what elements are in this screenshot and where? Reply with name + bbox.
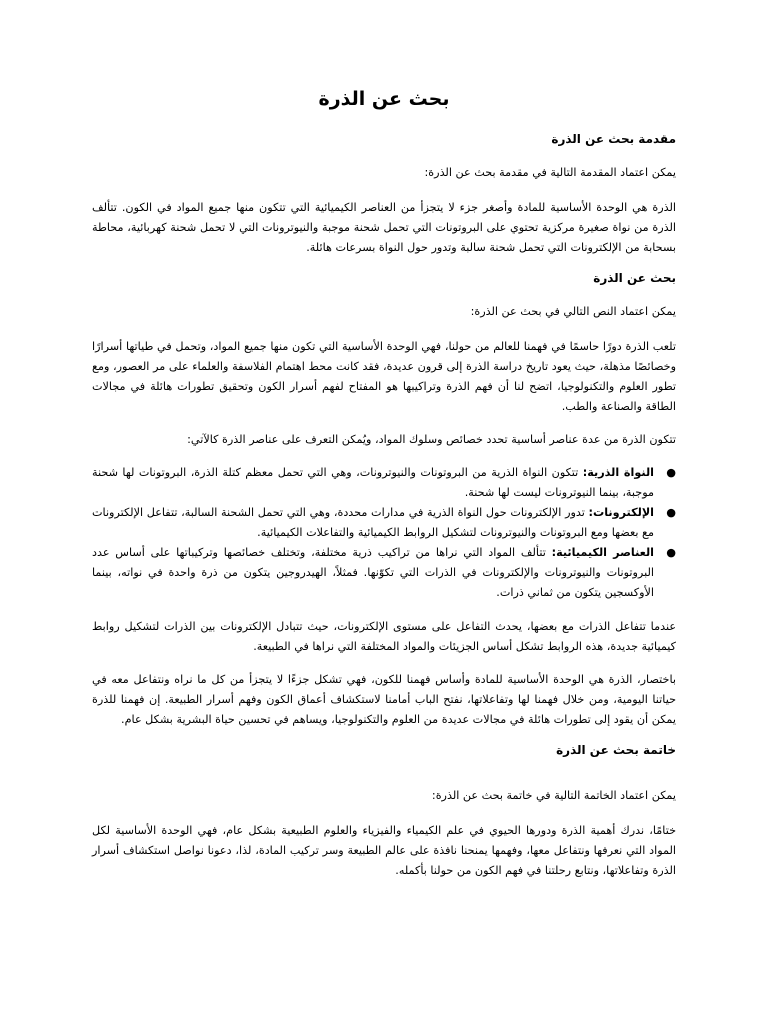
body-paragraph-2: تتكون الذرة من عدة عناصر أساسية تحدد خصائص وسلوك المواد، ويُمكن التعرف على عناصر الذرة كالآتي: — [187, 433, 676, 446]
bullet-icon: ● — [666, 466, 676, 479]
conclusion-lead: يمكن اعتماد الخاتمة التالية في خاتمة بحث عن الذرة: — [431, 789, 676, 802]
body-section — [92, 271, 676, 730]
list-item — [92, 543, 676, 603]
bullet-icon: ● — [666, 506, 676, 519]
bullet-icon: ● — [666, 546, 676, 559]
body-paragraph-1: تلعب الذرة دورًا حاسمًا في فهمنا للعالم من حولنا، فهي الوحدة الأساسية التي تكون منها جميع المواد، وتحمل في طياتها أسرارًا وخصائصًا مذهلة، حيث يعود تاريخ دراسة الذرة إلى قرون عديدة، فقد كانت محط اهتمام الفلاسفة والعلماء على مر العصور، ومع تطور العلوم والتكنولوجيا، اتضح لنا أن فهم الذرة وتراكيبها هو المفتاح لفهم أسرار الكون وتحقيق تطورات هائلة في مجالات الطاقة والصناعة والطب. — [92, 340, 676, 413]
conclusion-heading: خاتمة بحث عن الذرة — [556, 743, 676, 757]
list-item-term: النواة الذرية: — [582, 466, 654, 479]
list-item — [92, 463, 676, 503]
page-title: بحث عن الذرة — [318, 88, 450, 110]
list-item-term: العناصر الكيميائية: — [551, 546, 654, 559]
list-item-text: تتألف المواد التي نراها من تراكيب ذرية مختلفة، وتختلف خصائصها وتركيباتها على أساس عدد البروتونات والنيوترونات والإلكترونات في الذرات التي تكوّنها. فمثلاً، الهيدروجين يتكون من ذرة واحدة في نواته، بينما الأوكسجين يتكون من ثماني ذرات. — [92, 546, 654, 599]
conclusion-paragraph: ختامًا، ندرك أهمية الذرة ودورها الحيوي في علم الكيمياء والفيزياء والعلوم الطبيعية بشكل عام، فهي الوحدة الأساسية لكل المواد التي نعرفها ونتفاعل معها، وفهمها يمنحنا نافذة على عالم الطبيعة وسر تركيب المادة، لذا، دعونا نواصل استكشاف أسرار الذرة وتفاعلاتها، ونتابع رحلتنا في فهم الكون من حولنا بأكمله. — [92, 824, 676, 877]
body-paragraph-3: عندما تتفاعل الذرات مع بعضها، يحدث التفاعل على مستوى الإلكترونات، حيث تتبادل الإلكترونات بين الذرات لتشكيل روابط كيميائية جديدة، هذه الروابط تشكل أساس الجزيئات والمواد المختلفة التي نراها في الطبيعة. — [92, 620, 676, 653]
intro-section — [92, 132, 676, 258]
conclusion-section — [92, 743, 676, 881]
spacer — [92, 774, 676, 786]
list-item — [92, 503, 676, 543]
list-item-term: الإلكترونات: — [588, 506, 654, 519]
list-item-text: تتكون النواة الذرية من البروتونات والنيوترونات، وهي التي تحمل معظم كتلة الذرة، البروتونات لها شحنة موجبة، بينما النيوترونات ليست لها شحنة. — [92, 466, 654, 499]
body-heading: بحث عن الذرة — [593, 271, 676, 285]
intro-lead: يمكن اعتماد المقدمة التالية في مقدمة بحث عن الذرة: — [424, 166, 676, 179]
atom-elements-list — [92, 463, 676, 603]
intro-heading: مقدمة بحث عن الذرة — [551, 132, 676, 146]
intro-paragraph: الذرة هي الوحدة الأساسية للمادة وأصغر جزء لا يتجزأ من العناصر الكيميائية التي تتكون منها جميع المواد في الكون. تتألف الذرة من نواة صغيرة مركزية تحتوي على البروتونات التي تحمل شحنة موجبة والنيوترونات التي لا تحمل شحنة كهربائية، محاطة بسحابة من الإلكترونات التي تحمل شحنة سالبة وتدور حول النواة بسرعات هائلة. — [92, 201, 676, 254]
body-paragraph-4: باختصار، الذرة هي الوحدة الأساسية للمادة وأساس فهمنا للكون، فهي تشكل جزءًا لا يتجزأ من كل ما نراه ونتفاعل معه في حياتنا اليومية، ومن خلال فهمنا لها وتفاعلاتها، نفتح الباب أمامنا لاستكشاف أعماق الكون وفهم أسرار الطبيعة. إن فهمنا للذرة يمكن أن يقود إلى تطورات هائلة في مجالات عديدة من العلوم والتكنولوجيا، ويساهم في تحسين حياة البشرية بشكل عام. — [92, 673, 676, 726]
body-lead: يمكن اعتماد النص التالي في بحث عن الذرة: — [470, 305, 676, 318]
list-item-text: تدور الإلكترونات حول النواة الذرية في مدارات محددة، وهي التي تحمل الشحنة السالبة، تتفاعل الإلكترونات مع بعضها ومع البروتونات والنيوترونات لتشكيل الروابط الكيميائية والتفاعلات الكيميائية. — [92, 506, 654, 539]
